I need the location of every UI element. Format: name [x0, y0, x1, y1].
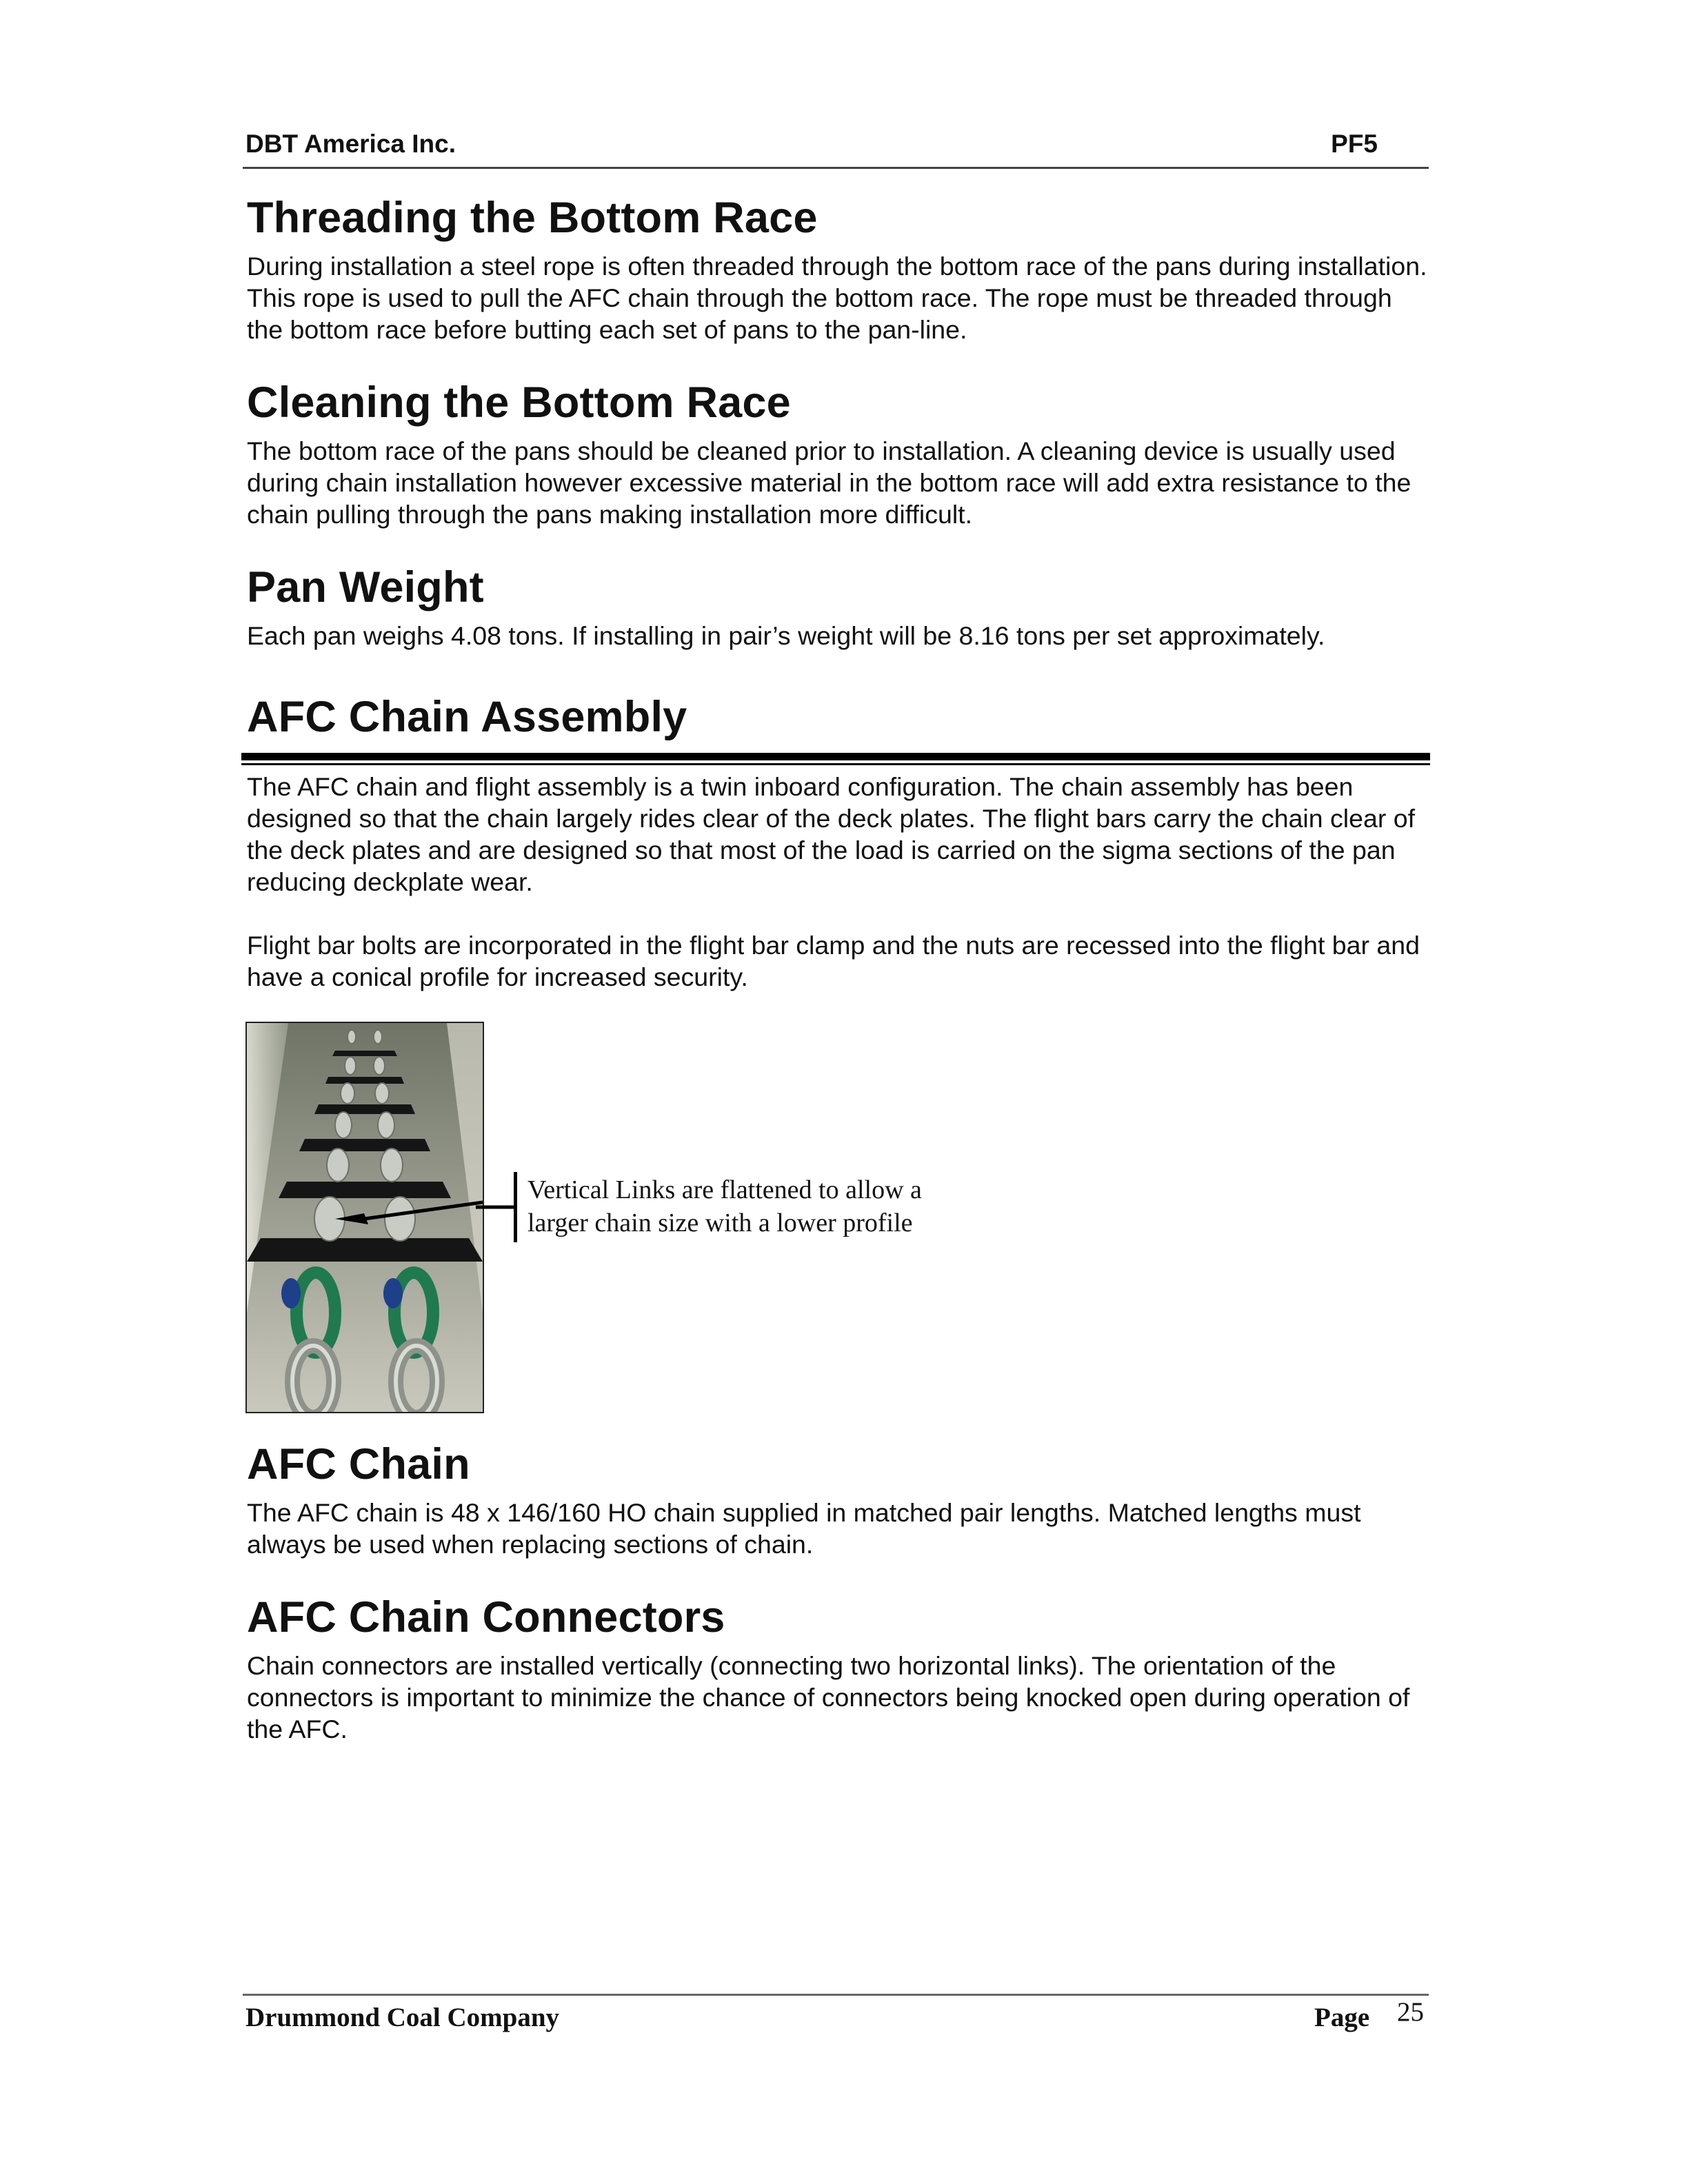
footer-page-number: 25 [1397, 1997, 1424, 2027]
section-paragraph: During installation a steel rope is often threaded through the bottom race of the pans during installation. This rope is used to pull the AFC chain through the bottom race. The rope must be threaded through the bottom race before butting each set of pans to the pan-line. [247, 252, 1427, 345]
section-afc-chain-connectors [247, 1594, 1433, 1745]
section-afc-chain-assembly-title [247, 694, 1433, 741]
section-paragraph: Chain connectors are installed vertically (connecting two horizontal links). The orientation of the connectors is important to minimize the chance of connectors being knocked open during operation of the AFC. [247, 1651, 1410, 1744]
page-header [243, 128, 1429, 169]
section-divider-thick [241, 753, 1430, 760]
section-divider-thin [241, 763, 1430, 765]
section-paragraph: The AFC chain is 48 x 146/160 HO chain supplied in matched pair lengths. Matched lengths must always be used when replacing sections of chain. [247, 1498, 1361, 1559]
section-paragraph: Flight bar bolts are incorporated in the flight bar clamp and the nuts are recessed into the flight bar and have a conical profile for increased security. [247, 931, 1420, 991]
section-title: Cleaning the Bottom Race [247, 378, 791, 427]
section-title: Pan Weight [247, 563, 484, 611]
callout-arrow-line [476, 1172, 519, 1248]
footer-rule [243, 1994, 1429, 1996]
section-afc-chain-assembly-body [247, 771, 1433, 993]
section-threading [247, 194, 1433, 345]
section-paragraph: The bottom race of the pans should be cleaned prior to installation. A cleaning device is usually used during chain installation however excessive material in the bottom race will add extra resistance to the chain pulling through the pans making installation more difficult. [247, 436, 1411, 529]
footer-company: Drummond Coal Company [245, 2003, 560, 2032]
section-title: AFC Chain [247, 1440, 470, 1488]
section-title: AFC Chain Assembly [247, 693, 687, 741]
footer-page-label: Page [1314, 2003, 1370, 2032]
header-company: DBT America Inc. [245, 130, 456, 158]
section-paragraph: Each pan weighs 4.08 tons. If installing in pair’s weight will be 8.16 tons per set approximately. [247, 621, 1325, 651]
section-cleaning [247, 379, 1433, 530]
section-title: AFC Chain Connectors [247, 1593, 725, 1641]
callout-bracket [514, 1172, 517, 1242]
section-paragraph: The AFC chain and flight assembly is a twin inboard configuration. The chain assembly has been designed so that the chain largely rides clear of the deck plates. The flight bars carry the chain clear of the deck plates and are designed so that most of the load is carried on the sigma sections of the pan reducing deckplate wear. [247, 772, 1416, 896]
chain-photo-illustration [247, 1023, 483, 1412]
section-afc-chain [247, 1441, 1433, 1560]
callout-line-1: Vertical Links are flattened to allow a [528, 1175, 922, 1204]
figure-callout [528, 1173, 1010, 1240]
section-pan-weight [247, 564, 1433, 651]
header-code: PF5 [1331, 130, 1378, 158]
callout-line-2: larger chain size with a lower profile [528, 1209, 913, 1237]
chain-assembly-photo [245, 1022, 484, 1413]
section-title: Threading the Bottom Race [247, 194, 818, 242]
